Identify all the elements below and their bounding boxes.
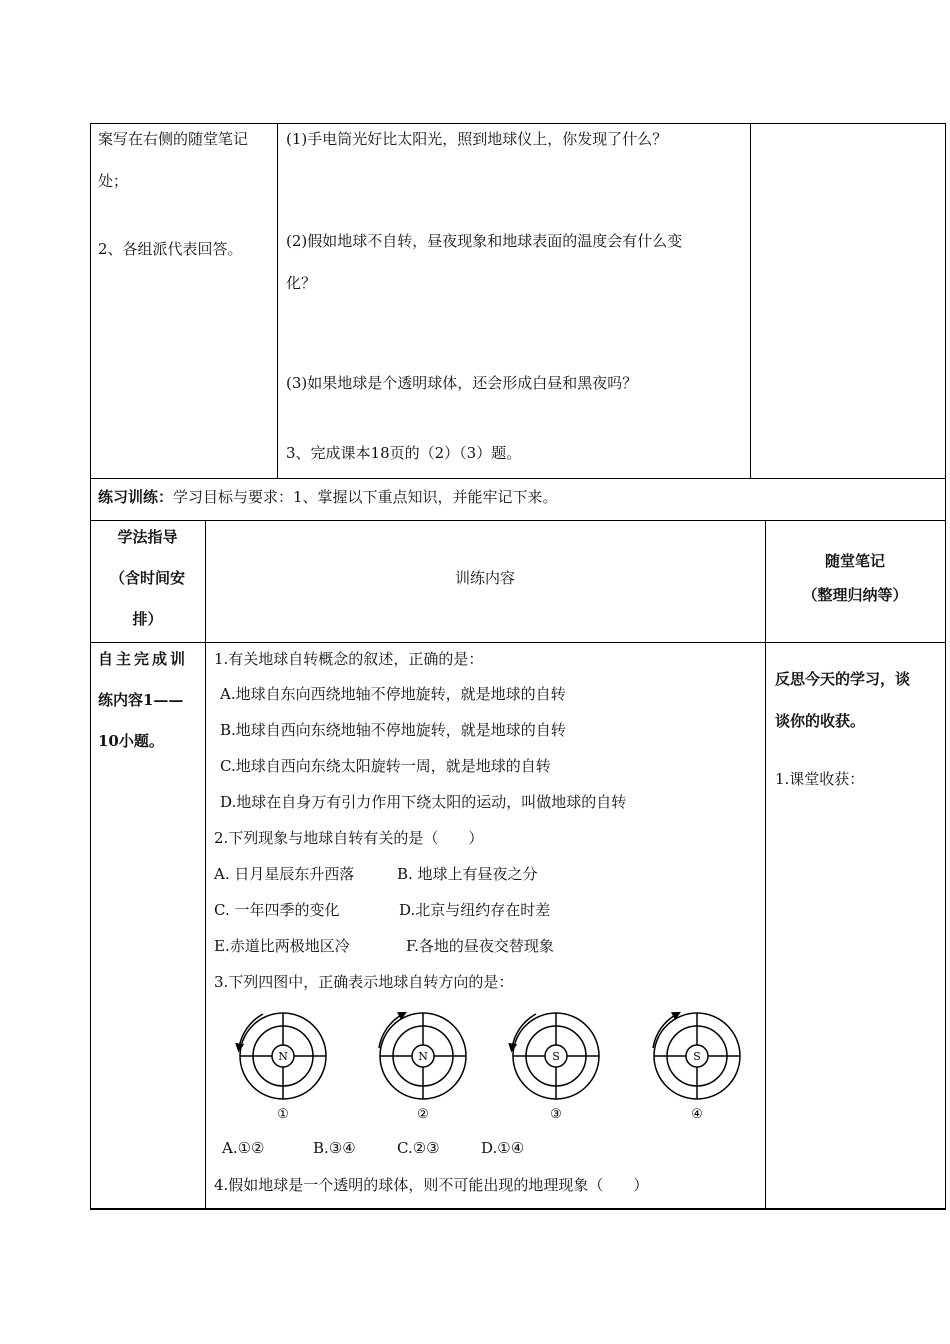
q4-stem: 4.假如地球是一个透明的球体，则不可能出现的地理现象（ ）: [214, 1176, 649, 1194]
practice-row: [98, 486, 558, 507]
diagram-1-label: ①: [277, 1107, 289, 1122]
q3-stem: 3.下列四图中，正确表示地球自转方向的是：: [214, 973, 514, 991]
diagram-2-label: ②: [417, 1107, 429, 1122]
self-study-line3: 10小题。: [98, 732, 164, 750]
diagram-1-pole: N: [278, 1050, 288, 1063]
top-left-line1: 案写在右侧的随堂笔记: [98, 130, 249, 148]
diagram-2-pole: N: [418, 1050, 428, 1063]
q1-option-d: D.地球在自身万有引力作用下绕太阳的运动，叫做地球的自转: [220, 793, 627, 811]
reflection-line1: 反思今天的学习，谈: [775, 670, 911, 688]
header-training-content: 训练内容: [454, 569, 515, 587]
q1-option-c: C.地球自西向东绕太阳旋转一周，就是地球的自转: [220, 757, 551, 775]
q3-option-c: C.②③: [397, 1139, 440, 1157]
question-2-cont: 化？: [286, 274, 317, 292]
q2-option-d: D.北京与纽约存在时差: [399, 901, 551, 919]
header-notes: 随堂笔记: [824, 552, 885, 570]
question-3-transparent: (3)如果地球是个透明球体，还会形成白昼和黑夜吗？: [286, 374, 638, 392]
q3-option-d: D.①④: [481, 1139, 525, 1157]
q2-stem: 2.下列现象与地球自转有关的是（ ）: [214, 829, 484, 847]
header-method-time: （含时间安: [109, 569, 185, 587]
diagram-1: [239, 1013, 326, 1122]
diagram-2: [379, 1013, 466, 1122]
practice-text: 学习目标与要求：1、掌握以下重点知识，并能牢记下来。: [173, 488, 558, 506]
q2-option-c: C. 一年四季的变化: [214, 901, 340, 919]
diagram-4: [653, 1013, 740, 1122]
question-2-no-rotation: (2)假如地球不自转，昼夜现象和地球表面的温度会有什么变: [286, 232, 683, 250]
q1-stem: 1.有关地球自转概念的叙述，正确的是：: [214, 650, 484, 668]
question-1-flashlight: (1)手电筒光好比太阳光，照到地球仪上，你发现了什么？: [286, 130, 668, 148]
diagram-4-pole: S: [693, 1050, 701, 1063]
reflection-line2: 谈你的收获。: [775, 712, 866, 730]
top-left-line2: 处；: [98, 172, 129, 190]
q2-option-a: A. 日月星辰东升西落: [214, 865, 355, 883]
q3-option-b: B.③④: [313, 1139, 356, 1157]
diagram-3-pole: S: [552, 1050, 560, 1063]
top-left-line3: 2、各组派代表回答。: [98, 240, 243, 258]
rotation-diagrams: [225, 1010, 755, 1122]
q1-option-a: A.地球自东向西绕地轴不停地旋转，就是地球的自转: [220, 685, 566, 703]
q1-option-b: B.地球自西向东绕地轴不停地旋转，就是地球的自转: [220, 721, 566, 739]
q2-option-b: B. 地球上有昼夜之分: [397, 865, 538, 883]
header-method-arrange: 排）: [132, 610, 163, 628]
header-notes-sub: （整理归纳等）: [802, 586, 908, 604]
self-study-line1: 自主完成训: [98, 650, 189, 668]
class-gain: 1.课堂收获：: [775, 770, 865, 788]
header-method-guide: 学法指导: [117, 528, 178, 546]
q2-option-f: F.各地的昼夜交替现象: [406, 937, 554, 955]
practice-label: 练习训练：: [98, 488, 174, 506]
diagram-3: [512, 1013, 599, 1122]
q3-option-a: A.①②: [222, 1139, 265, 1157]
q2-option-e: E.赤道比两极地区冷: [214, 937, 350, 955]
diagram-4-label: ④: [691, 1107, 703, 1122]
diagram-3-label: ③: [550, 1107, 562, 1122]
self-study-line2: 练内容1——: [98, 691, 184, 709]
task-3-textbook: 3、完成课本18页的（2）（3）题。: [286, 444, 522, 462]
